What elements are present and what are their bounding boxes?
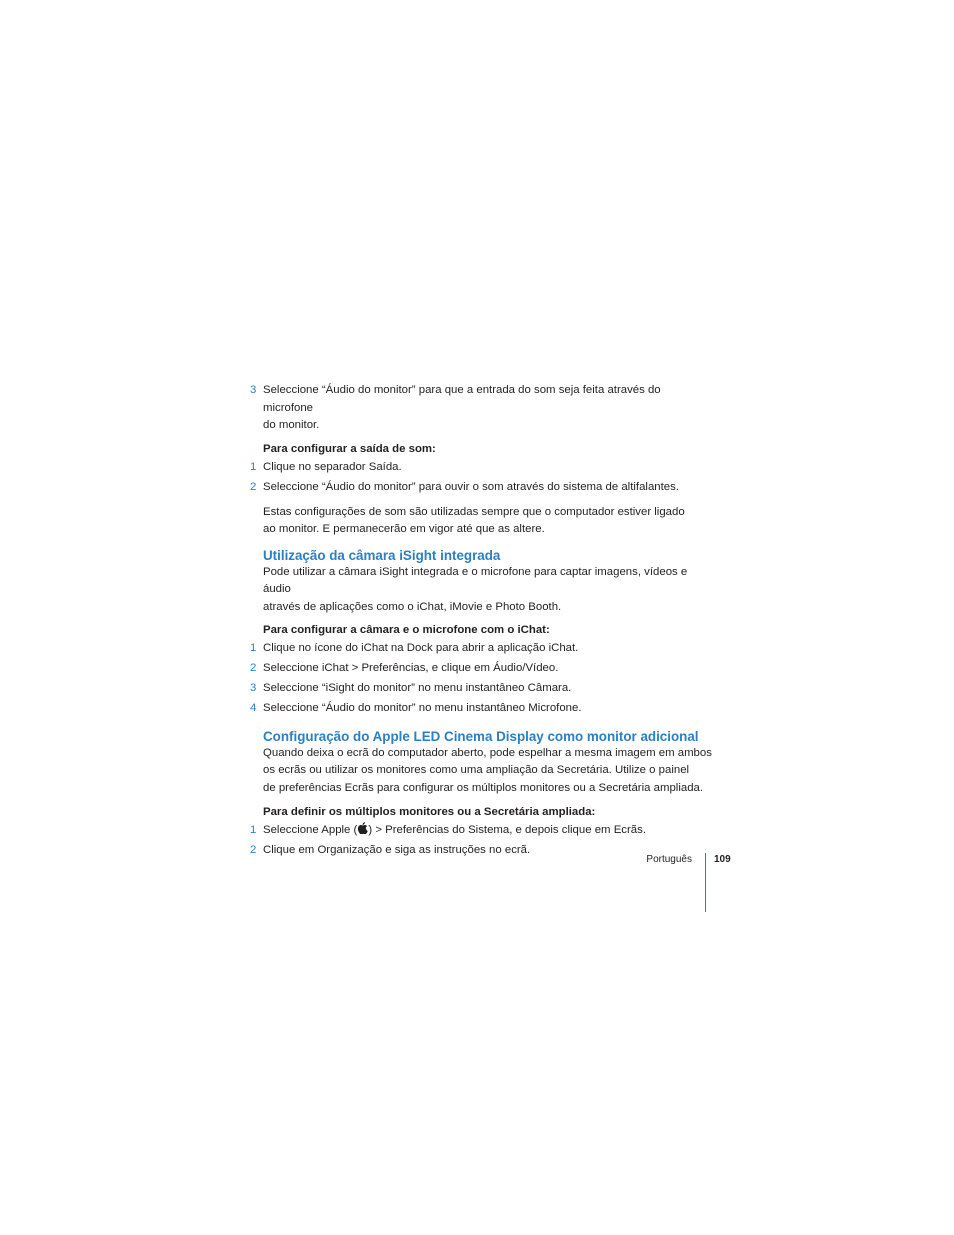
display-lead: Para definir os múltiplos monitores ou a Secretária ampliada: <box>263 806 596 818</box>
footer-divider <box>705 853 706 912</box>
step-text: Clique no separador Saída. <box>263 460 402 473</box>
step-number: 1 <box>250 641 257 654</box>
list-item <box>250 382 713 435</box>
step-text <box>263 822 713 840</box>
list-item <box>250 680 713 698</box>
footer-language: Português <box>646 854 692 865</box>
step-number: 4 <box>250 701 257 714</box>
step-text: Seleccione “Áudio do monitor” para ouvir o som através do sistema de altifalantes. <box>263 480 679 493</box>
list-item <box>250 822 713 840</box>
step-text: Seleccione iChat > Preferências, e clique em Áudio/Vídeo. <box>263 661 559 674</box>
isight-body-line: Pode utilizar a câmara iSight integrada e o microfone para captar imagens, vídeos e áudio <box>263 565 688 595</box>
display-body-line: os ecrãs ou utilizar os monitores como uma ampliação da Secretária. Utilize o painel <box>263 764 690 776</box>
list-item <box>250 640 713 658</box>
step-text-line: do monitor. <box>263 419 320 431</box>
step-text: Clique em Organização e siga as instruções no ecrã. <box>263 843 531 856</box>
step-number: 3 <box>250 384 257 396</box>
step-number: 2 <box>250 480 257 493</box>
display-body-line: Quando deixa o ecrã do computador aberto, pode espelhar a mesma imagem em ambos <box>263 746 712 759</box>
page-number: 109 <box>714 854 731 865</box>
step-text: Seleccione “iSight do monitor” no menu instantâneo Câmara. <box>263 681 572 694</box>
step-number: 3 <box>250 681 257 694</box>
step-text: Clique no ícone do iChat na Dock para abrir a aplicação iChat. <box>263 641 579 654</box>
isight-lead: Para configurar a câmara e o microfone com o iChat: <box>263 624 550 636</box>
step-text-before: Seleccione Apple ( <box>263 823 358 836</box>
apple-icon <box>357 822 368 834</box>
sound-note-line: ao monitor. E permanecerão em vigor até que as altere. <box>263 523 545 535</box>
display-heading: Configuração do Apple LED Cinema Display como monitor adicional <box>263 728 699 744</box>
list-item <box>250 459 713 477</box>
page-content <box>250 382 713 862</box>
step-number: 2 <box>250 661 257 674</box>
sound-note-line: Estas configurações de som são utilizadas sempre que o computador estiver ligado <box>263 505 685 518</box>
step-number: 1 <box>250 823 257 836</box>
sound-out-lead: Para configurar a saída de som: <box>263 443 436 455</box>
step-text-after: ) > Preferências do Sistema, e depois clique em Ecrãs. <box>368 823 646 836</box>
display-body-line: de preferências Ecrãs para configurar os múltiplos monitores ou a Secretária ampliada. <box>263 781 704 794</box>
isight-heading: Utilização da câmara iSight integrada <box>263 547 501 563</box>
isight-body-line: através de aplicações como o iChat, iMovie e Photo Booth. <box>263 600 562 613</box>
step-text: Seleccione “Áudio do monitor” no menu instantâneo Microfone. <box>263 701 582 714</box>
list-item <box>250 479 713 497</box>
list-item <box>250 700 713 718</box>
step-text-line: Seleccione “Áudio do monitor” para que a entrada do som seja feita através do microfone <box>263 384 661 414</box>
list-item <box>250 660 713 678</box>
step-number: 1 <box>250 460 257 473</box>
step-number: 2 <box>250 843 257 856</box>
